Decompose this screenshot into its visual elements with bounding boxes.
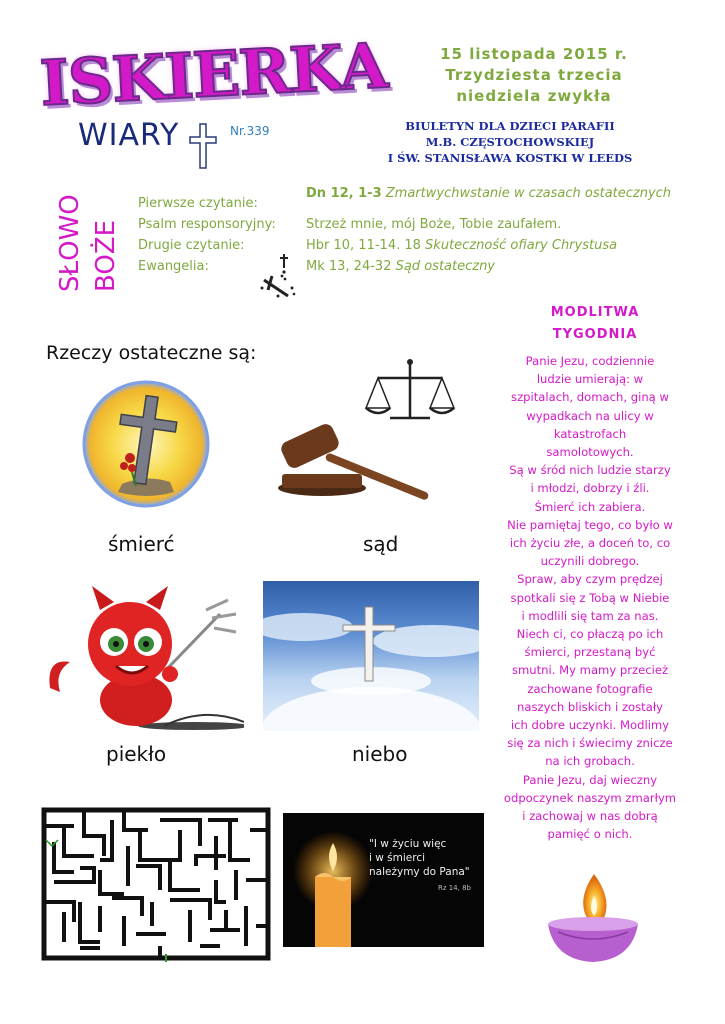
prayer-text <box>490 352 690 843</box>
cross-and-rosary-icon <box>258 252 298 300</box>
prayer-line: się za nich i świecimy znicze <box>507 736 673 751</box>
masthead-subtitle: WIARY <box>78 118 180 153</box>
prayer-line: wypadkach na ulicy w <box>526 408 654 423</box>
reading-value: Strzeż mnie, mój Boże, Tobie zaufałem. <box>306 217 562 232</box>
reading-ref: Hbr 10, 11-14. 18 <box>306 238 421 253</box>
prayer-line: Niech ci, co płaczą po ich <box>516 627 664 642</box>
heaven-image <box>263 581 479 731</box>
caption-hell: piekło <box>106 742 167 766</box>
prayer-title-line: MODLITWA <box>550 305 640 320</box>
reading-label: Ewangelia: <box>138 259 209 274</box>
prayer-line: pamięć o nich. <box>547 827 633 842</box>
prayer-line: ich dobre uczynki. Modlimy <box>510 718 670 733</box>
prayer-line: szpitalach, domach, giną w <box>511 390 669 405</box>
reading-value <box>306 259 495 274</box>
quote-line: należymy do Pana" <box>369 866 470 878</box>
prayer-line: Są w śród nich ludzie starzy <box>509 463 671 478</box>
reading-label: Pierwsze czytanie: <box>138 196 258 211</box>
prayer-line: i modlili się tam za nas. <box>521 608 659 623</box>
reading-text: Skuteczność ofiary Chrystusa <box>425 238 618 253</box>
slowo-line2: BOŻE <box>91 219 121 292</box>
reading-row <box>138 186 683 211</box>
reading-text: Sąd ostateczny <box>395 259 496 274</box>
death-cross-image <box>82 380 210 508</box>
prayer-line: Śmierć ich zabiera. <box>534 499 646 514</box>
issue-number: Nr.339 <box>230 124 270 138</box>
prayer-line: zachowane fotografie <box>527 681 653 696</box>
prayer-line: Nie pamiętaj tego, co było w <box>507 517 673 532</box>
caption-heaven: niebo <box>352 742 408 766</box>
prayer-line: naszych bliskich i zostały <box>517 699 663 714</box>
prayer-line: katastrofach <box>553 426 627 441</box>
section-heading: Rzeczy ostateczne są: <box>46 342 257 364</box>
reading-row <box>138 238 683 253</box>
candle-quote-image <box>283 813 484 947</box>
prayer-line: Panie Jezu, codziennie <box>525 354 655 368</box>
gavel-and-scales-image <box>274 356 474 506</box>
reading-ref: Dn 12, 1-3 <box>306 186 382 201</box>
prayer-title-line: TYGODNIA <box>552 327 638 342</box>
prayer-line: ich życiu złe, a doceń to, co <box>509 536 671 551</box>
reading-row <box>138 217 683 232</box>
date-line: niedziela zwykła <box>456 87 612 105</box>
date-block <box>384 44 684 107</box>
prayer-line: i młodzi, dobrzy i źli. <box>530 481 650 496</box>
prayer-line: uczynili dobrego. <box>540 554 640 569</box>
reading-ref: Mk 13, 24-32 <box>306 259 392 274</box>
date-line: 15 listopada 2015 r. <box>440 45 628 63</box>
bulletin-line: I ŚW. STANISŁAWA KOSTKI W LEEDS <box>387 151 633 165</box>
date-line: Trzydziesta trzecia <box>445 66 623 84</box>
reading-label: Psalm responsoryjny: <box>138 217 276 232</box>
bulletin-line: BIULETYN DLA DZIECI PARAFII <box>405 119 615 133</box>
prayer-line: i zachowaj w nas dobrą <box>522 809 658 824</box>
prayer-line: Panie Jezu, daj wieczny <box>522 772 658 787</box>
caption-judgment: sąd <box>363 532 399 556</box>
oil-lamp-icon <box>544 868 642 964</box>
prayer-line: smutni. My mamy przecież <box>511 663 669 678</box>
prayer-line: Spraw, aby czym prędzej <box>517 572 663 587</box>
readings-list <box>138 186 683 278</box>
prayer-line: samolotowych. <box>546 445 634 460</box>
reading-text: Zmartwychwstanie w czasach ostatecznych <box>385 186 672 201</box>
slowo-line1: SŁOWO <box>55 194 85 292</box>
prayer-line: na ich grobach. <box>545 754 635 769</box>
masthead-title: ISKIERKA <box>38 28 389 121</box>
devil-image <box>44 582 244 732</box>
prayer-line: spotkali się z Tobą w Niebie <box>510 590 670 605</box>
reading-row <box>138 259 683 274</box>
reading-value <box>306 238 617 253</box>
prayer-line: ludzie umierają: w <box>536 372 644 387</box>
maze-image <box>40 806 272 962</box>
quote-line: i w śmierci <box>369 852 426 864</box>
reading-value <box>306 186 671 211</box>
prayer-line: śmierci, przestaną być <box>524 645 656 660</box>
quote-source: Rz 14, 8b <box>437 884 471 892</box>
bulletin-title <box>350 118 670 166</box>
cross-icon <box>188 122 218 170</box>
prayer-title <box>520 302 670 346</box>
bulletin-line: M.B. CZĘSTOCHOWSKIEJ <box>425 135 595 149</box>
candle-quote <box>369 837 479 895</box>
quote-line: "I w życiu więc <box>369 838 447 850</box>
reading-label: Drugie czytanie: <box>138 238 245 253</box>
heaven-cross-icon <box>263 581 479 731</box>
caption-death: śmierć <box>108 532 175 556</box>
prayer-line: odpoczynek naszym zmarłym <box>503 790 677 805</box>
